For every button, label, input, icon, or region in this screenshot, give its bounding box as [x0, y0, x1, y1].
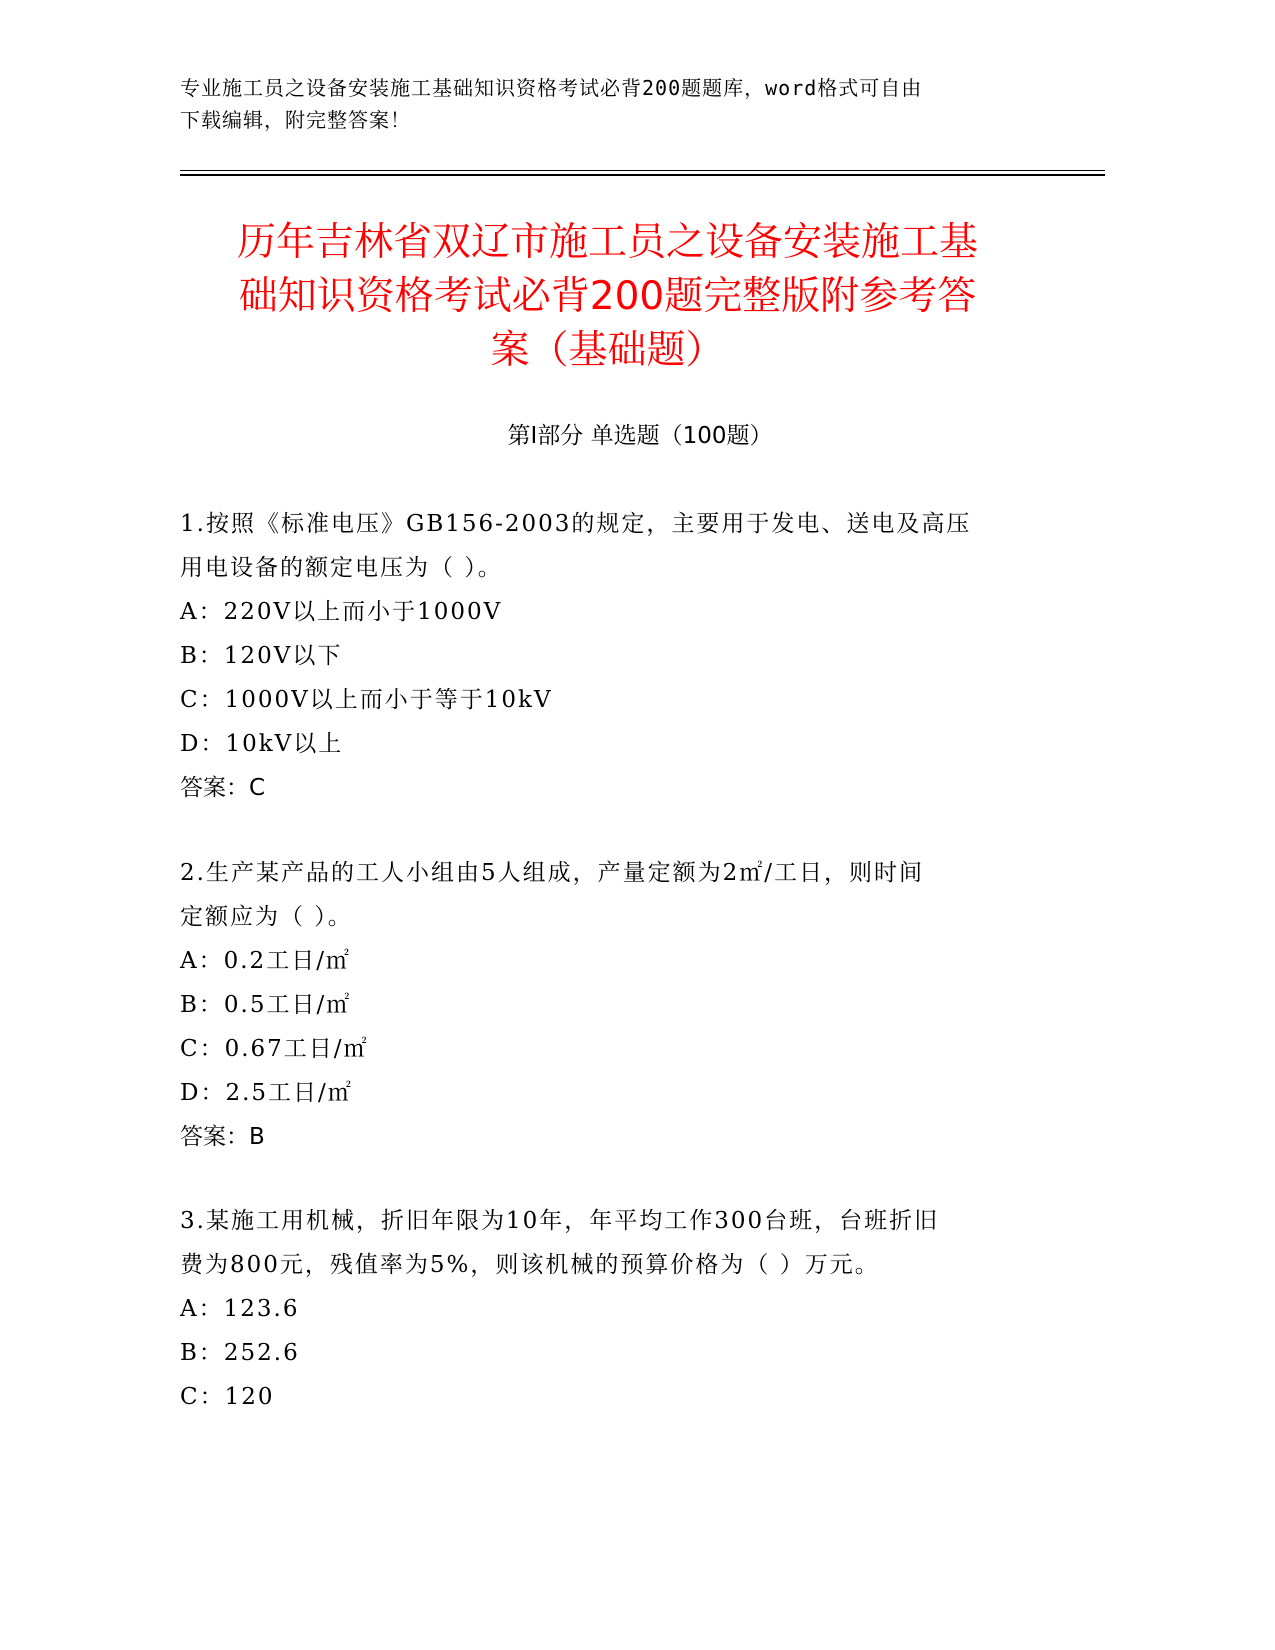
answer: 答案：C [180, 775, 266, 801]
question-stem: 3.某施工用机械，折旧年限为10年，年平均工作300台班，台班折旧 [180, 1208, 940, 1234]
document-title-line: 历年吉林省双辽市施工员之设备安装施工基 [236, 220, 978, 265]
question-3 [180, 1199, 1040, 1419]
question-stem: 2.生产某产品的工人小组由5人组成，产量定额为2㎡/工日，则时间 [180, 860, 924, 886]
question-stem: 定额应为（ ）。 [180, 904, 353, 930]
question-2 [180, 851, 1040, 1159]
header-divider-thick [180, 174, 1105, 176]
option-b: B：0.5工日/㎡ [180, 992, 352, 1018]
option-a: A：220V以上而小于1000V [180, 599, 503, 625]
header-divider-thin [180, 170, 1105, 171]
option-c: C：120 [180, 1384, 275, 1410]
header-note [180, 72, 1040, 136]
option-b: B：120V以下 [180, 643, 343, 669]
option-b: B：252.6 [180, 1340, 300, 1366]
section-heading: 第Ⅰ部分 单选题（100题） [507, 423, 773, 449]
document-title-line: 础知识资格考试必背200题完整版附参考答 [238, 274, 977, 319]
option-d: D：2.5工日/㎡ [180, 1080, 353, 1106]
question-stem: 1.按照《标准电压》GB156-2003的规定，主要用于发电、送电及高压 [180, 511, 972, 537]
document-title [185, 216, 1030, 378]
answer: 答案：B [180, 1124, 265, 1150]
header-note-line: 专业施工员之设备安装施工基础知识资格考试必背200题题库，word格式可自由 [180, 76, 923, 100]
option-c: C：0.67工日/㎡ [180, 1036, 369, 1062]
option-a: A：0.2工日/㎡ [180, 948, 351, 974]
option-d: D：10kV以上 [180, 731, 344, 757]
option-c: C：1000V以上而小于等于10kV [180, 687, 553, 713]
header-note-line: 下载编辑，附完整答案！ [180, 108, 411, 132]
document-title-line: 案（基础题） [490, 328, 725, 373]
question-1 [180, 502, 1040, 810]
question-stem: 费为800元，残值率为5%，则该机械的预算价格为（ ）万元。 [180, 1252, 880, 1278]
question-stem: 用电设备的额定电压为（ ）。 [180, 555, 503, 581]
option-a: A：123.6 [180, 1296, 300, 1322]
